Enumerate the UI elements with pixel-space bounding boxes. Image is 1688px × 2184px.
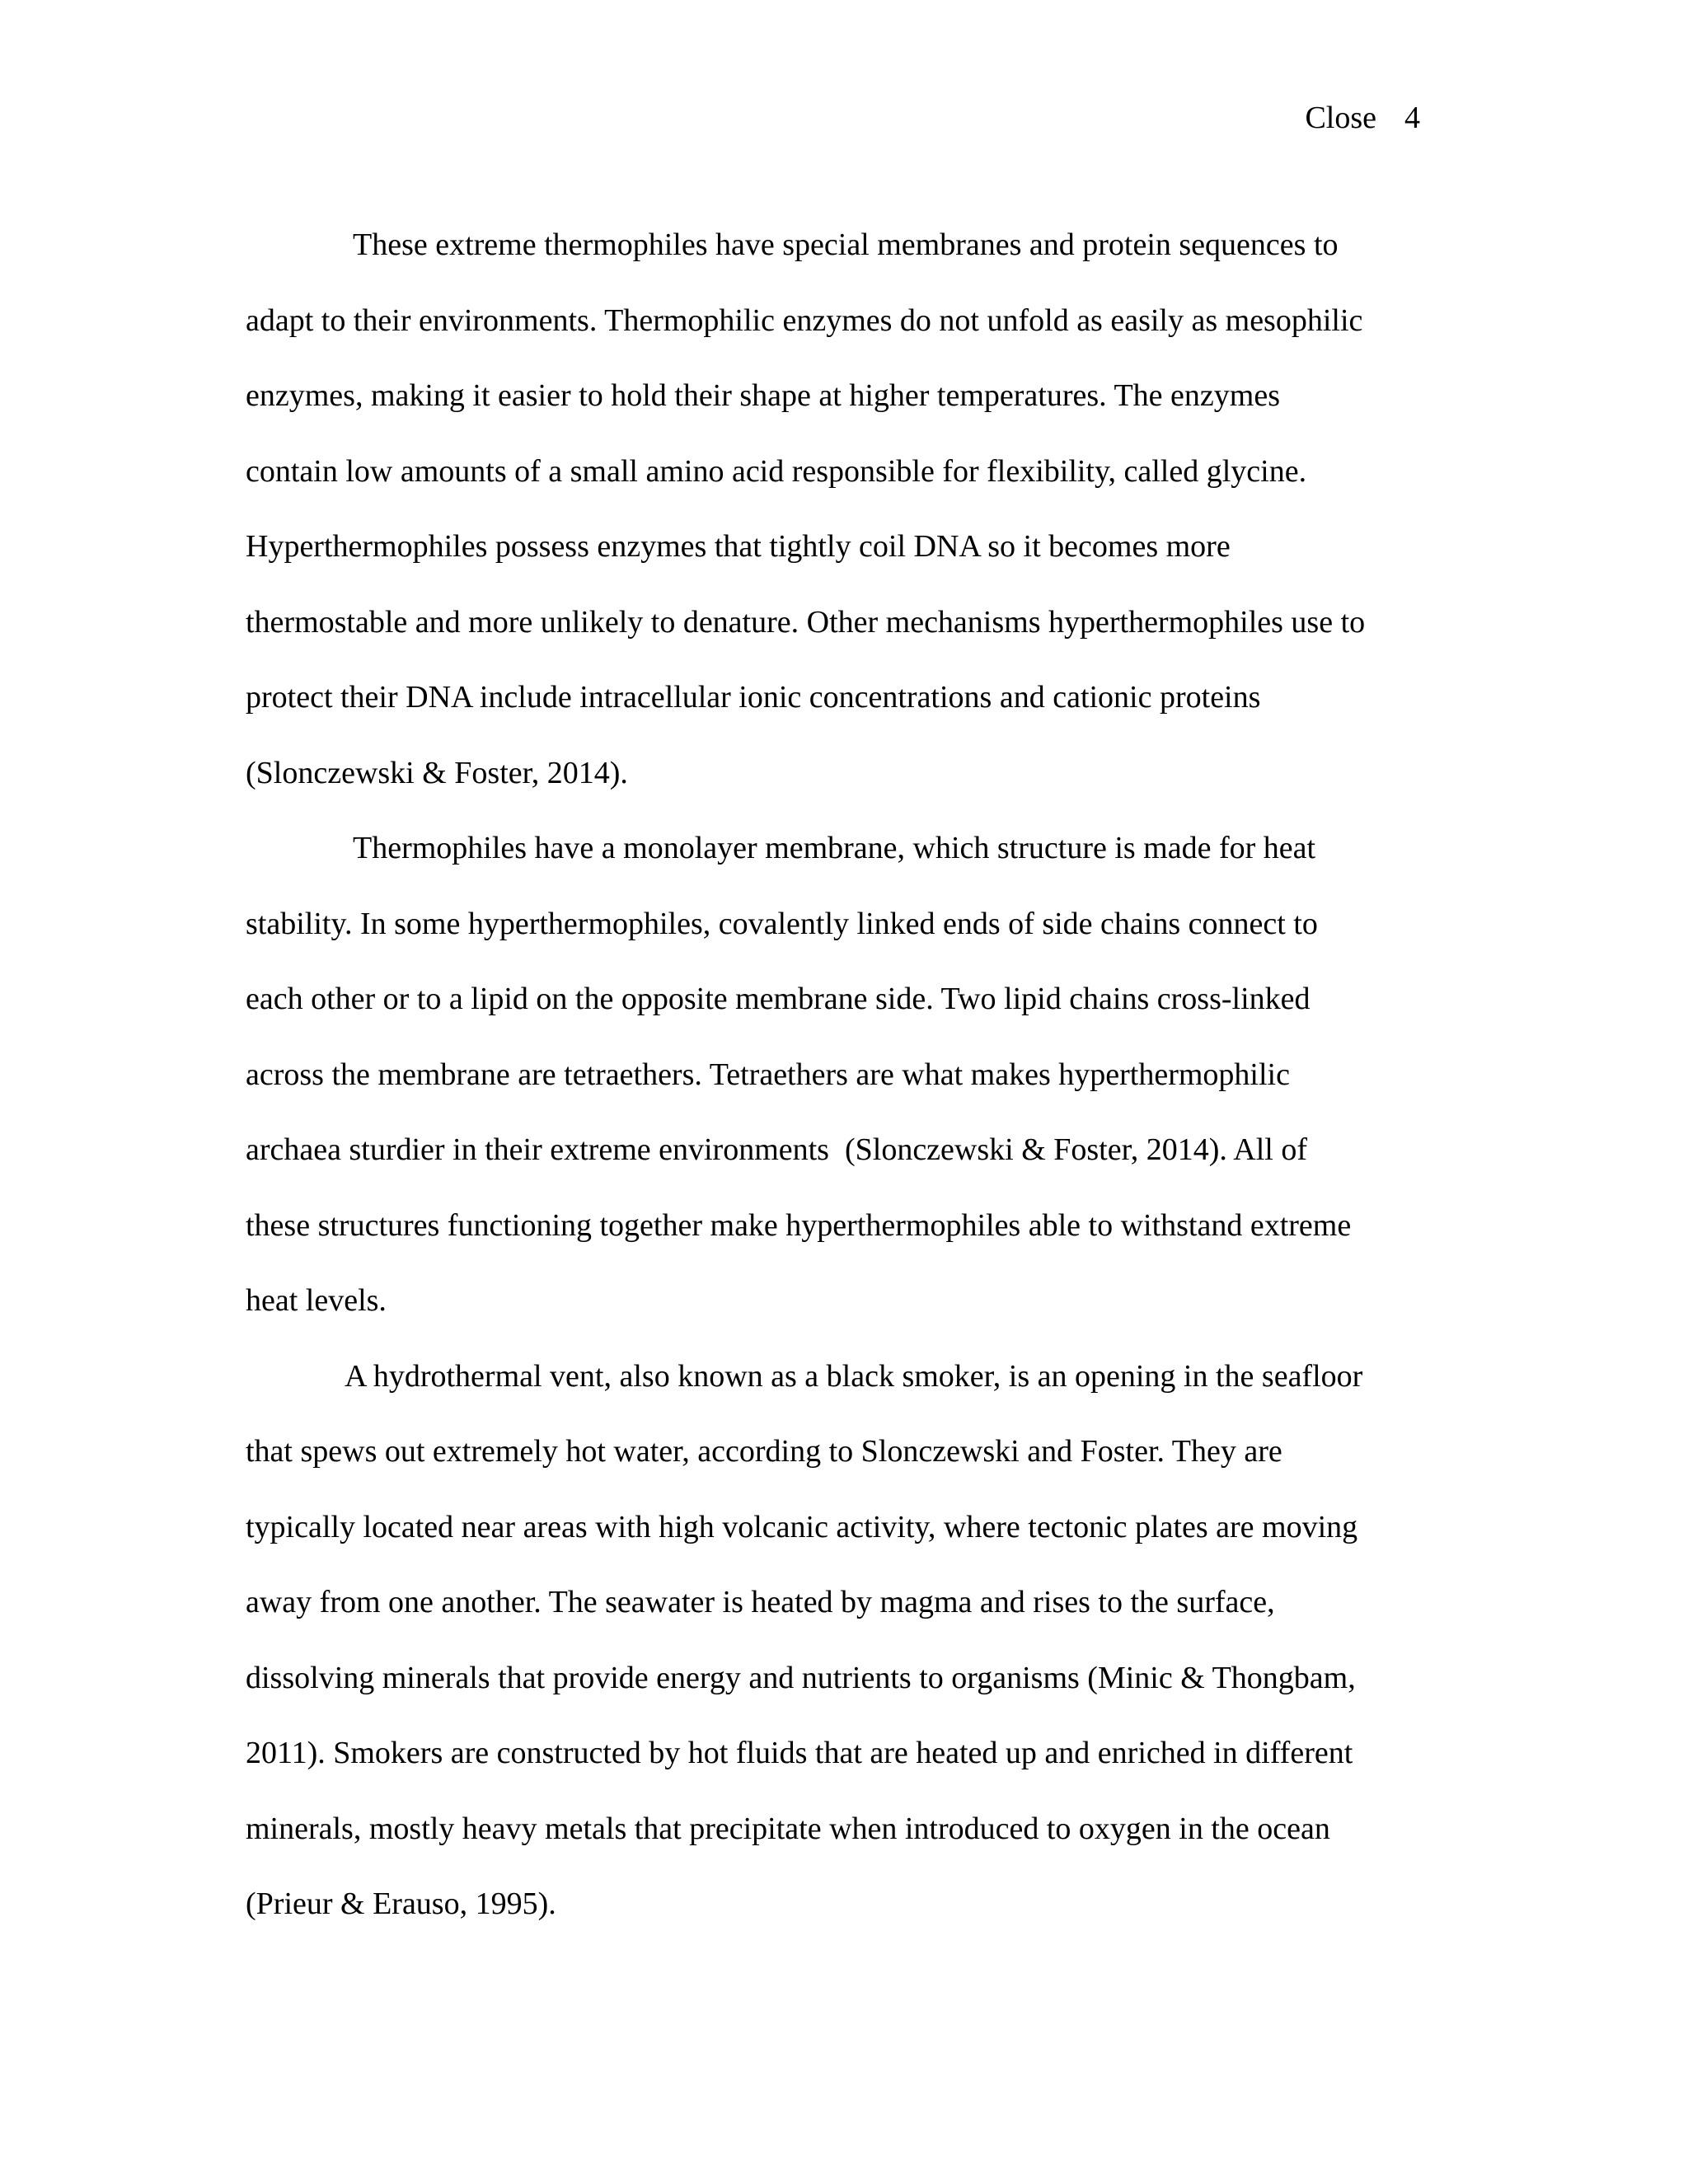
text-line: Hyperthermophiles possess enzymes that tightly coil DNA so it becomes more xyxy=(246,529,1231,564)
header-author: Close xyxy=(1305,101,1376,135)
text-line: (Slonczewski & Foster, 2014). xyxy=(246,755,628,790)
paragraph-thermophile-adaptations xyxy=(246,208,1424,811)
text-line: 2011). Smokers are constructed by hot fluids that are heated up and enriched in different xyxy=(246,1736,1353,1770)
text-line: that spews out extremely hot water, according to Slonczewski and Foster. They are xyxy=(246,1434,1282,1469)
paragraph-monolayer-membrane xyxy=(246,811,1424,1339)
text-line: typically located near areas with high volcanic activity, where tectonic plates are moving xyxy=(246,1509,1358,1544)
text-line: stability. In some hyperthermophiles, covalently linked ends of side chains connect to xyxy=(246,906,1318,941)
text-line: these structures functioning together make hyperthermophiles able to withstand extreme xyxy=(246,1207,1352,1243)
text-line: across the membrane are tetraethers. Tetraethers are what makes hyperthermophilic xyxy=(246,1057,1290,1092)
page-number: 4 xyxy=(1404,101,1420,135)
text-line: protect their DNA include intracellular ionic concentrations and cationic proteins xyxy=(246,680,1261,715)
text-line: heat levels. xyxy=(246,1283,387,1318)
text-line: enzymes, making it easier to hold their shape at higher temperatures. The enzymes xyxy=(246,378,1280,413)
text-line: (Prieur & Erauso, 1995). xyxy=(246,1886,556,1921)
text-line: minerals, mostly heavy metals that precipitate when introduced to oxygen in the ocean xyxy=(246,1811,1330,1846)
text-line: These extreme thermophiles have special membranes and protein sequences to xyxy=(353,227,1339,262)
body-text xyxy=(246,208,1424,1943)
text-line: adapt to their environments. Thermophilic enzymes do not unfold as easily as mesophilic xyxy=(246,302,1363,338)
text-line: away from one another. The seawater is heated by magma and rises to the surface, xyxy=(246,1585,1275,1619)
text-line: contain low amounts of a small amino acid responsible for flexibility, called glycine. xyxy=(246,453,1307,489)
text-line: A hydrothermal vent, also known as a black smoker, is an opening in the seafloor xyxy=(345,1358,1363,1394)
text-line: dissolving minerals that provide energy and nutrients to organisms (Minic & Thongbam, xyxy=(246,1660,1356,1695)
running-header xyxy=(1305,97,1420,138)
text-line: each other or to a lipid on the opposite membrane side. Two lipid chains cross-linked xyxy=(246,982,1311,1016)
text-line: thermostable and more unlikely to denature. Other mechanisms hyperthermophiles use to xyxy=(246,604,1366,640)
text-line: Thermophiles have a monolayer membrane, which structure is made for heat xyxy=(353,831,1316,865)
paragraph-hydrothermal-vent xyxy=(246,1339,1424,1943)
text-line: archaea sturdier in their extreme environments (Slonczewski & Foster, 2014). All of xyxy=(246,1132,1308,1167)
